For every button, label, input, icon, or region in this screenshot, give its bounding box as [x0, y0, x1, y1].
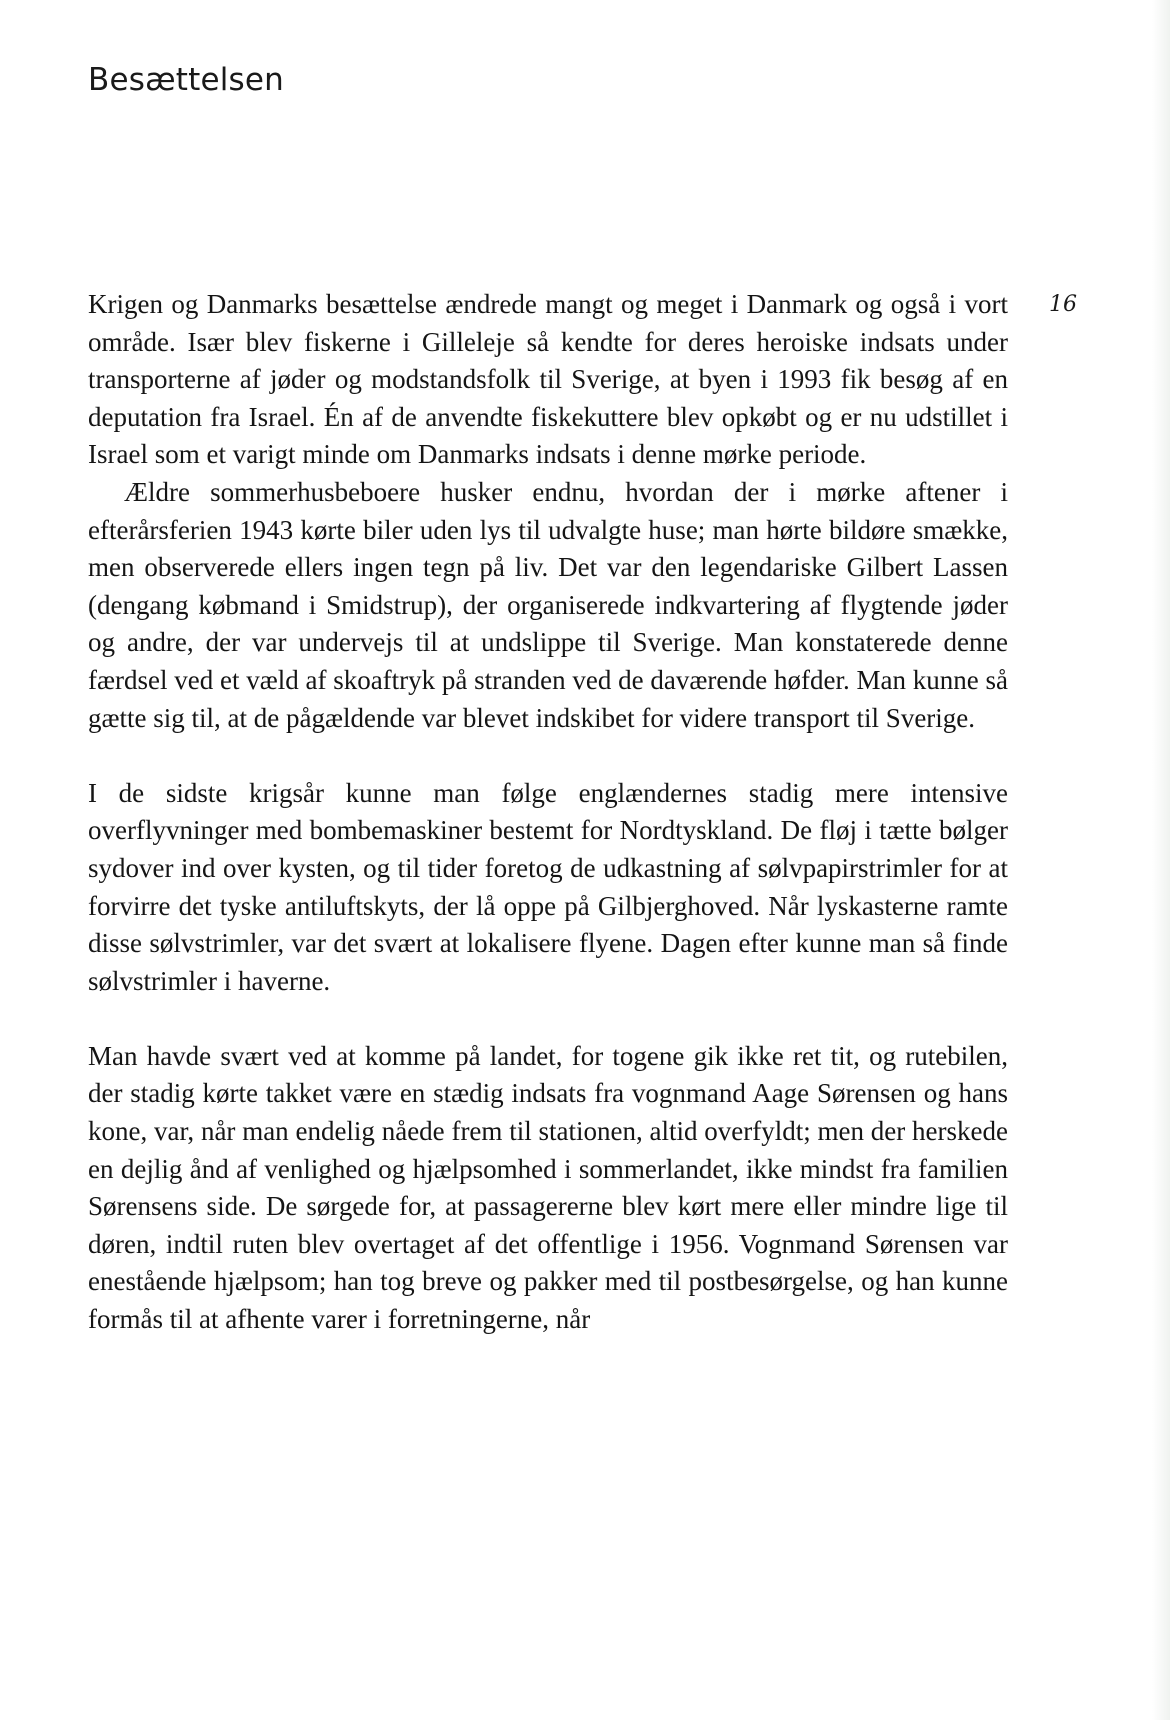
body-text — [88, 286, 1008, 1339]
running-head: Besættelsen — [88, 62, 284, 98]
page-edge-shade — [1152, 0, 1170, 1720]
paragraph-bus-transport: Man havde svært ved at komme på landet, for togene gik ikke ret tit, og rutebilen, der stadig kørte takket være en stædig indsats fra vognmand Aage Sørensen og hans kone, var, når man endelig nåede frem til stationen, altid overfyldt; men der herskede en dejlig ånd af venlighed og hjælpsomhed i sommerlandet, ikke mindst fra familien Sørensens side. De sørgede for, at passagererne blev kørt mere eller mindre lige til døren, indtil ruten blev overtaget af det offentlige i 1956. Vognmand Sørensen var enestående hjælpsom; han tog breve og pakker med til postbesørgelse, og han kunne formås til at afhente varer i forretningerne, når — [88, 1040, 1008, 1335]
page-number: 16 — [1049, 292, 1077, 317]
paragraph-war-years: I de sidste krigsår kunne man følge englændernes stadig mere intensive overflyvninger med bombemaskiner bestemt for Nordtyskland. De fløj i tætte bølger sydover ind over kysten, og til tider foretog de udkastning af sølvpapirstrimler for at forvirre det tyske antiluftskyts, der lå oppe på Gilbjerghoved. Når lyskasterne ramte disse sølvstrimler, var det svært at lokalisere flyene. Dagen efter kunne man så finde sølvstrimler i haverne. — [88, 777, 1008, 996]
paragraph-occupation-intro: Krigen og Danmarks besættelse ændrede mangt og meget i Danmark og også i vort område. Især blev fiskerne i Gilleleje så kendte for deres heroiske indsats under transporterne af jøder og modstandsfolk til Sverige, at byen i 1993 fik besøg af en deputation fra Israel. Én af de anvendte fiskekuttere blev opkøbt og er nu udstillet i Israel som et varigt minde om Danmarks indsats i denne mørke periode. — [88, 289, 1008, 470]
paragraph-summer-residents: Ældre sommerhusbeboere husker endnu, hvordan der i mørke aftener i efterårsferien 1943 kørte biler uden lys til udvalgte huse; man hørte bildøre smække, men observerede ellers ingen tegn på liv. Det var den legendariske Gilbert Lassen (dengang købmand i Smidstrup), der organiserede indkvartering af flygtende jøder og andre, der var undervejs til at undslippe til Sverige. Man konstaterede denne færdsel ved et væld af skoaftryk på stranden ved de daværende høfder. Man kunne så gætte sig til, at de pågældende var blevet indskibet for videre transport til Sverige. — [88, 476, 1008, 733]
